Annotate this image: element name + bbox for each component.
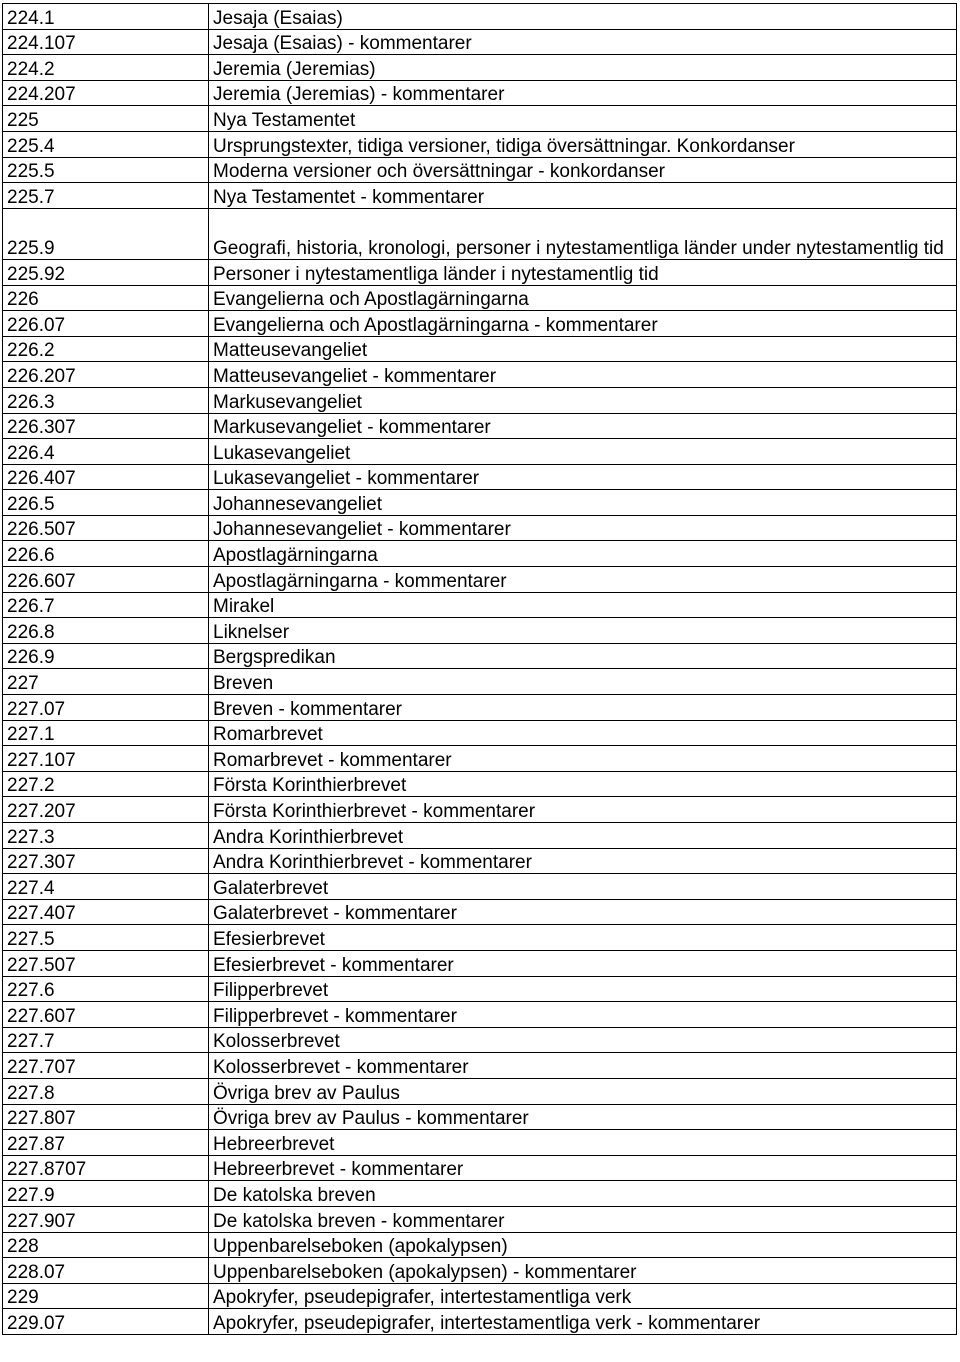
- class-code: 226.7: [3, 592, 209, 618]
- class-code: 224.107: [3, 29, 209, 55]
- class-description: Moderna versioner och översättningar - konkordanser: [209, 157, 957, 183]
- class-description: Jesaja (Esaias): [209, 4, 957, 30]
- class-code: 226.9: [3, 643, 209, 669]
- class-code: 225: [3, 106, 209, 132]
- class-description: Galaterbrevet - kommentarer: [209, 899, 957, 925]
- table-row: [3, 208, 957, 259]
- table-row: [3, 55, 957, 81]
- class-description: Romarbrevet: [209, 720, 957, 746]
- class-code: 227.87: [3, 1130, 209, 1156]
- class-code: 225.5: [3, 157, 209, 183]
- table-row: [3, 541, 957, 567]
- class-description: Jeremia (Jeremias): [209, 55, 957, 81]
- table-row: [3, 1206, 957, 1232]
- class-code: 227.307: [3, 848, 209, 874]
- class-code: 226.407: [3, 464, 209, 490]
- class-code: 226.607: [3, 567, 209, 593]
- class-code: 225.9: [3, 208, 209, 259]
- class-code: 226.5: [3, 490, 209, 516]
- class-description: Lukasevangeliet: [209, 439, 957, 465]
- table-row: [3, 797, 957, 823]
- class-description: Markusevangeliet - kommentarer: [209, 413, 957, 439]
- table-row: [3, 1130, 957, 1156]
- class-description: Uppenbarelseboken (apokalypsen) - kommentarer: [209, 1258, 957, 1284]
- table-row: [3, 4, 957, 30]
- table-row: [3, 515, 957, 541]
- class-description: Personer i nytestamentliga länder i nytestamentlig tid: [209, 259, 957, 285]
- class-code: 225.4: [3, 131, 209, 157]
- class-description: Lukasevangeliet - kommentarer: [209, 464, 957, 490]
- class-description: Filipperbrevet: [209, 976, 957, 1002]
- table-row: [3, 771, 957, 797]
- table-row: [3, 899, 957, 925]
- class-code: 226.207: [3, 362, 209, 388]
- table-row: [3, 131, 957, 157]
- class-code: 227.2: [3, 771, 209, 797]
- class-code: 226.8: [3, 618, 209, 644]
- classification-table-body: [3, 4, 957, 1335]
- class-code: 228: [3, 1232, 209, 1258]
- class-description: Filipperbrevet - kommentarer: [209, 1002, 957, 1028]
- class-description: Jeremia (Jeremias) - kommentarer: [209, 80, 957, 106]
- class-description: Nya Testamentet - kommentarer: [209, 183, 957, 209]
- table-row: [3, 285, 957, 311]
- class-description: De katolska breven - kommentarer: [209, 1206, 957, 1232]
- class-description: Övriga brev av Paulus: [209, 1078, 957, 1104]
- table-row: [3, 848, 957, 874]
- class-description: Evangelierna och Apostlagärningarna: [209, 285, 957, 311]
- class-code: 224.2: [3, 55, 209, 81]
- class-code: 227.507: [3, 950, 209, 976]
- table-row: [3, 643, 957, 669]
- class-code: 224.207: [3, 80, 209, 106]
- table-row: [3, 669, 957, 695]
- table-row: [3, 80, 957, 106]
- table-row: [3, 1309, 957, 1335]
- class-description: Romarbrevet - kommentarer: [209, 746, 957, 772]
- table-row: [3, 823, 957, 849]
- class-code: 227: [3, 669, 209, 695]
- table-row: [3, 1104, 957, 1130]
- table-row: [3, 950, 957, 976]
- table-row: [3, 362, 957, 388]
- class-code: 226.6: [3, 541, 209, 567]
- class-code: 227.907: [3, 1206, 209, 1232]
- class-description: Nya Testamentet: [209, 106, 957, 132]
- class-code: 224.1: [3, 4, 209, 30]
- table-row: [3, 618, 957, 644]
- class-code: 226.4: [3, 439, 209, 465]
- class-description: Breven - kommentarer: [209, 695, 957, 721]
- table-row: [3, 695, 957, 721]
- class-description: Geografi, historia, kronologi, personer i nytestamentliga länder under nytestamentlig tid: [209, 208, 957, 259]
- class-code: 227.707: [3, 1053, 209, 1079]
- class-description: Andra Korinthierbrevet - kommentarer: [209, 848, 957, 874]
- table-row: [3, 1283, 957, 1309]
- class-description: Johannesevangeliet: [209, 490, 957, 516]
- class-description: Kolosserbrevet: [209, 1027, 957, 1053]
- table-row: [3, 490, 957, 516]
- table-row: [3, 1002, 957, 1028]
- class-code: 227.7: [3, 1027, 209, 1053]
- class-description: Efesierbrevet: [209, 925, 957, 951]
- class-description: Jesaja (Esaias) - kommentarer: [209, 29, 957, 55]
- table-row: [3, 1181, 957, 1207]
- class-description: Bergspredikan: [209, 643, 957, 669]
- class-code: 226.07: [3, 311, 209, 337]
- class-description: Apokryfer, pseudepigrafer, intertestamentliga verk - kommentarer: [209, 1309, 957, 1335]
- class-description: Övriga brev av Paulus - kommentarer: [209, 1104, 957, 1130]
- table-row: [3, 413, 957, 439]
- classification-table: [2, 3, 957, 1335]
- class-description: Matteusevangeliet: [209, 336, 957, 362]
- table-row: [3, 106, 957, 132]
- class-description: Uppenbarelseboken (apokalypsen): [209, 1232, 957, 1258]
- class-code: 227.3: [3, 823, 209, 849]
- class-description: Apostlagärningarna: [209, 541, 957, 567]
- table-row: [3, 874, 957, 900]
- class-code: 229: [3, 1283, 209, 1309]
- table-row: [3, 439, 957, 465]
- table-row: [3, 976, 957, 1002]
- class-code: 226: [3, 285, 209, 311]
- class-code: 227.607: [3, 1002, 209, 1028]
- class-description: Evangelierna och Apostlagärningarna - kommentarer: [209, 311, 957, 337]
- class-description: Ursprungstexter, tidiga versioner, tidiga översättningar. Konkordanser: [209, 131, 957, 157]
- class-code: 226.2: [3, 336, 209, 362]
- class-code: 226.507: [3, 515, 209, 541]
- class-description: Johannesevangeliet - kommentarer: [209, 515, 957, 541]
- class-description: Andra Korinthierbrevet: [209, 823, 957, 849]
- class-code: 229.07: [3, 1309, 209, 1335]
- class-code: 227.6: [3, 976, 209, 1002]
- table-row: [3, 1027, 957, 1053]
- class-code: 225.7: [3, 183, 209, 209]
- class-code: 227.8: [3, 1078, 209, 1104]
- class-code: 227.4: [3, 874, 209, 900]
- class-code: 228.07: [3, 1258, 209, 1284]
- class-code: 227.07: [3, 695, 209, 721]
- table-row: [3, 1155, 957, 1181]
- class-code: 227.9: [3, 1181, 209, 1207]
- table-row: [3, 1232, 957, 1258]
- class-code: 226.307: [3, 413, 209, 439]
- class-description: Kolosserbrevet - kommentarer: [209, 1053, 957, 1079]
- table-row: [3, 1053, 957, 1079]
- class-code: 227.807: [3, 1104, 209, 1130]
- class-description: Efesierbrevet - kommentarer: [209, 950, 957, 976]
- class-description: Galaterbrevet: [209, 874, 957, 900]
- table-row: [3, 387, 957, 413]
- class-description: Matteusevangeliet - kommentarer: [209, 362, 957, 388]
- table-row: [3, 592, 957, 618]
- table-row: [3, 720, 957, 746]
- class-description: Första Korinthierbrevet - kommentarer: [209, 797, 957, 823]
- table-row: [3, 567, 957, 593]
- table-row: [3, 311, 957, 337]
- class-description: Markusevangeliet: [209, 387, 957, 413]
- class-description: Breven: [209, 669, 957, 695]
- table-row: [3, 925, 957, 951]
- class-code: 227.1: [3, 720, 209, 746]
- table-row: [3, 336, 957, 362]
- class-code: 226.3: [3, 387, 209, 413]
- table-row: [3, 1078, 957, 1104]
- class-description: Mirakel: [209, 592, 957, 618]
- class-description: De katolska breven: [209, 1181, 957, 1207]
- class-code: 225.92: [3, 259, 209, 285]
- class-code: 227.107: [3, 746, 209, 772]
- class-description: Hebreerbrevet - kommentarer: [209, 1155, 957, 1181]
- table-row: [3, 259, 957, 285]
- class-description: Liknelser: [209, 618, 957, 644]
- class-code: 227.407: [3, 899, 209, 925]
- table-row: [3, 464, 957, 490]
- table-row: [3, 1258, 957, 1284]
- class-code: 227.5: [3, 925, 209, 951]
- table-row: [3, 746, 957, 772]
- table-row: [3, 183, 957, 209]
- class-code: 227.207: [3, 797, 209, 823]
- class-description: Apokryfer, pseudepigrafer, intertestamentliga verk: [209, 1283, 957, 1309]
- class-description: Första Korinthierbrevet: [209, 771, 957, 797]
- table-row: [3, 29, 957, 55]
- class-description: Hebreerbrevet: [209, 1130, 957, 1156]
- class-code: 227.8707: [3, 1155, 209, 1181]
- class-description: Apostlagärningarna - kommentarer: [209, 567, 957, 593]
- table-row: [3, 157, 957, 183]
